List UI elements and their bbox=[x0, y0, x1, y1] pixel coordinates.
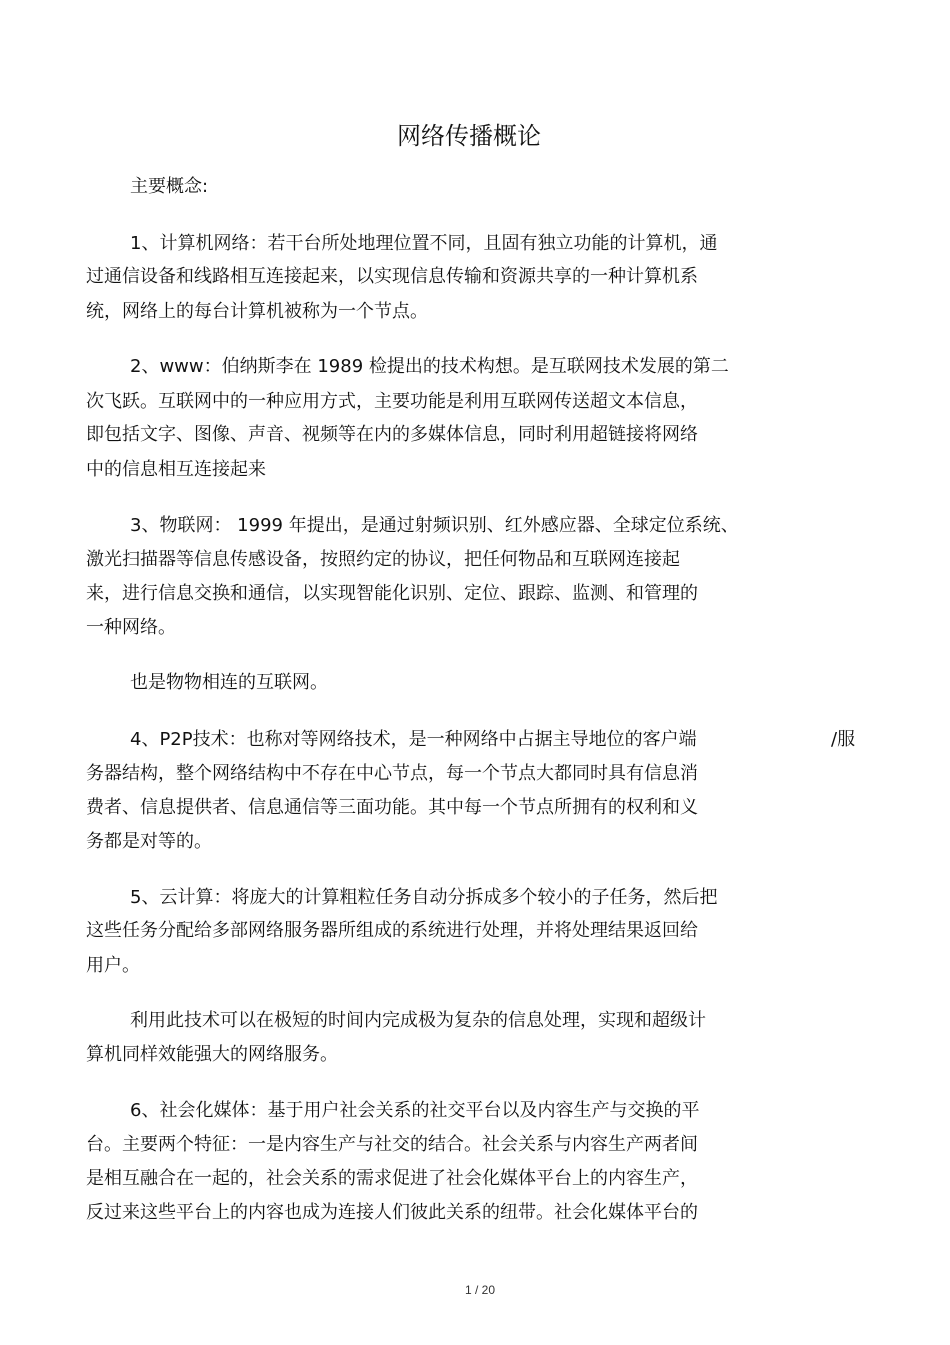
paragraph-4-line-2: 务器结构，整个网络结构中不存在中心节点，每一个节点大都同时具有信息消 bbox=[86, 763, 698, 784]
section-heading: 主要概念: bbox=[130, 176, 209, 197]
paragraph-5-line-3: 用户。 bbox=[86, 955, 140, 976]
paragraph-4-line-4: 务都是对等的。 bbox=[86, 831, 212, 852]
page-indicator: 1 / 20 bbox=[464, 1283, 496, 1297]
paragraph-5-line-1: 5、云计算：将庞大的计算粗粒任务自动分拆成多个较小的子任务，然后把 bbox=[130, 887, 718, 908]
paragraph-2-line-1: 2、www：伯纳斯李在 1989 检提出的技术构想。是互联网技术发展的第二 bbox=[130, 356, 729, 377]
paragraph-6-line-1: 6、社会化媒体：基于用户社会关系的社交平台以及内容生产与交换的平 bbox=[130, 1100, 700, 1121]
paragraph-6-line-3: 是相互融合在一起的，社会关系的需求促进了社会化媒体平台上的内容生产， bbox=[86, 1168, 698, 1189]
paragraph-3-line-1: 3、物联网： 1999 年提出，是通过射频识别、红外感应器、全球定位系统、 bbox=[130, 515, 739, 536]
paragraph-1-line-3: 统，网络上的每台计算机被称为一个节点。 bbox=[86, 301, 428, 322]
paragraph-5-line-2: 这些任务分配给多部网络服务器所组成的系统进行处理，并将处理结果返回给 bbox=[86, 920, 698, 941]
document-title: 网络传播概论 bbox=[397, 122, 541, 150]
paragraph-6-line-2: 台。主要两个特征：一是内容生产与社交的结合。社会关系与内容生产两者间 bbox=[86, 1134, 698, 1155]
paragraph-3b-line-1: 也是物物相连的互联网。 bbox=[130, 672, 328, 693]
paragraph-4-line-3: 费者、信息提供者、信息通信等三面功能。其中每一个节点所拥有的权利和义 bbox=[86, 797, 698, 818]
paragraph-3-line-3: 来，进行信息交换和通信，以实现智能化识别、定位、跟踪、监测、和管理的 bbox=[86, 583, 698, 604]
paragraph-1-line-1: 1、计算机网络：若干台所处地理位置不同，且固有独立功能的计算机，通 bbox=[130, 233, 718, 254]
paragraph-6-line-4: 反过来这些平台上的内容也成为连接人们彼此关系的纽带。社会化媒体平台的 bbox=[86, 1202, 698, 1223]
paragraph-3-line-4: 一种网络。 bbox=[86, 617, 176, 638]
paragraph-4-line-1-trailing: /服 bbox=[831, 729, 856, 750]
paragraph-2-line-3: 即包括文字、图像、声音、视频等在内的多媒体信息，同时利用超链接将网络 bbox=[86, 424, 698, 445]
paragraph-3-line-2: 激光扫描器等信息传感设备，按照约定的协议，把任何物品和互联网连接起 bbox=[86, 549, 680, 570]
paragraph-4-line-1: 4、P2P技术：也称对等网络技术，是一种网络中占据主导地位的客户端 bbox=[130, 729, 697, 750]
paragraph-5b-line-2: 算机同样效能强大的网络服务。 bbox=[86, 1044, 338, 1065]
paragraph-1-line-2: 过通信设备和线路相互连接起来，以实现信息传输和资源共享的一种计算机系 bbox=[86, 266, 698, 287]
paragraph-2-line-4: 中的信息相互连接起来 bbox=[86, 459, 266, 480]
paragraph-2-line-2: 次飞跃。互联网中的一种应用方式，主要功能是利用互联网传送超文本信息， bbox=[86, 391, 698, 412]
paragraph-5b-line-1: 利用此技术可以在极短的时间内完成极为复杂的信息处理，实现和超级计 bbox=[130, 1010, 706, 1031]
